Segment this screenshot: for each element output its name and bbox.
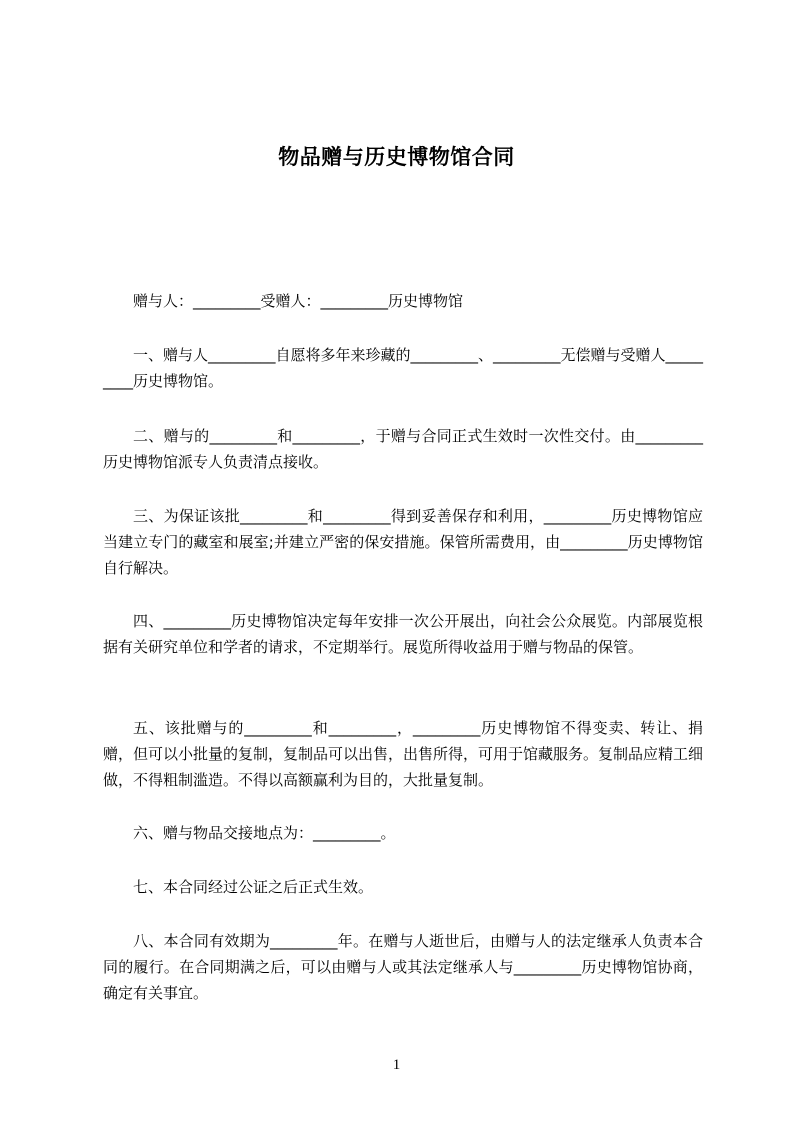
page-number: 1 (392, 1057, 401, 1073)
clause-2: 二、赠与的_________和_________，于赠与合同正式生效时一次性交付。由_________历史博物馆派专人负责清点接收。 (103, 427, 703, 471)
clause-7: 七、本合同经过公证之后正式生效。 (133, 878, 374, 896)
parties-line: 赠与人：_________受赠人：_________历史博物馆 (133, 292, 464, 310)
clause-1: 一、赠与人_________自愿将多年来珍藏的_________、_________无偿赠与受赠人_________历史博物馆。 (103, 346, 704, 390)
clause-3: 三、为保证该批_________和_________得到妥善保存和利用，_________历史博物馆应当建立专门的藏室和展室;并建立严密的保安措施。保管所需费用，由_________历史博物馆自行解决。 (103, 507, 703, 577)
clause-6: 六、赠与物品交接地点为：_________。 (133, 824, 396, 842)
clause-4: 四、_________历史博物馆决定每年安排一次公开展出，向社会公众展览。内部展览根据有关研究单位和学者的请求，不定期举行。展览所得收益用于赠与物品的保管。 (103, 612, 703, 656)
document-title: 物品赠与历史博物馆合同 (278, 145, 515, 169)
clause-8: 八、本合同有效期为_________年。在赠与人逝世后，由赠与人的法定继承人负责本合同的履行。在合同期满之后，可以由赠与人或其法定继承人与_________历史博物馆协商，确定有关事宜。 (103, 932, 703, 1002)
clause-5: 五、该批赠与的_________和_________，_________历史博物馆不得变卖、转让、捐赠，但可以小批量的复制，复制品可以出售，出售所得，可用于馆藏服务。复制品应精工细做，不得粗制滥造。不得以高额赢利为目的，大批量复制。 (103, 719, 704, 789)
